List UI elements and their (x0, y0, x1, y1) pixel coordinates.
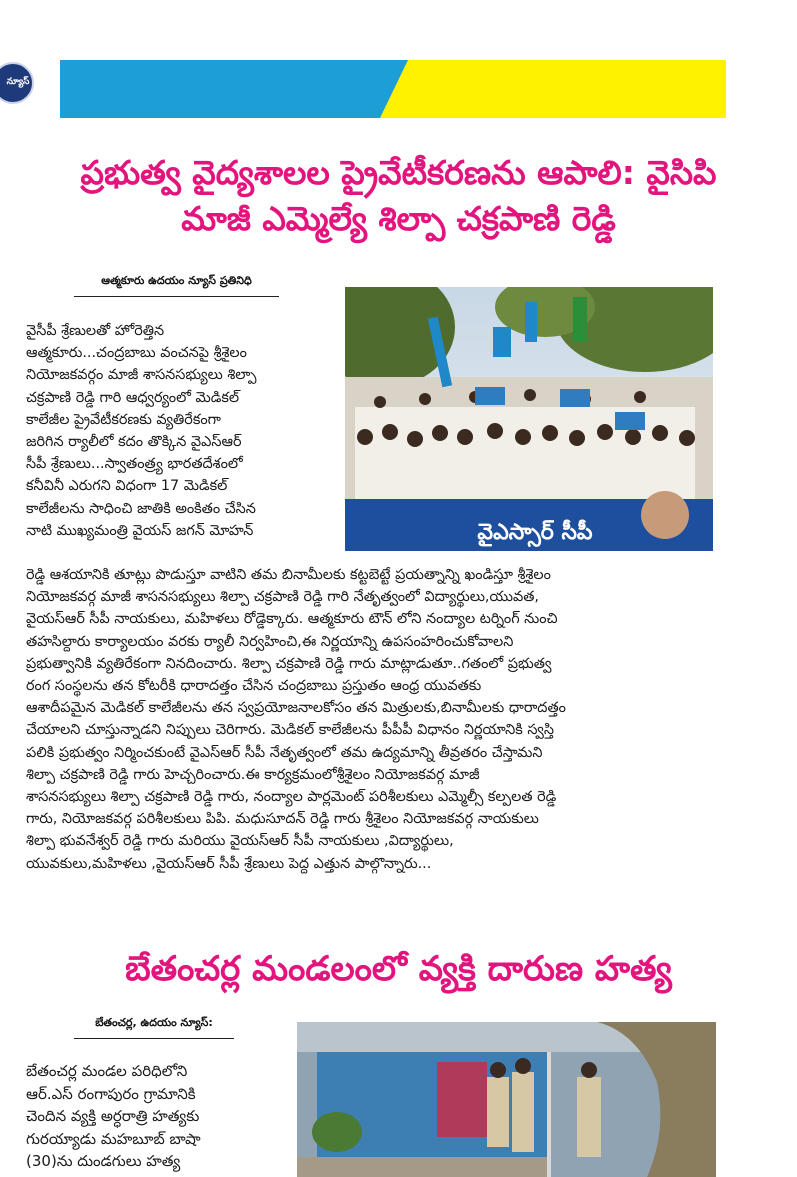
article1-body-line: తహసిల్దారు కార్యాలయం వరకు ర్యాలీ నిర్వహించి,ఈ నిర్ణయాన్ని ఉపసంహరించుకోవాలని (26, 633, 514, 650)
article1-body-line: యువకులు,మహిళలు ,వైయస్ఆర్ సీపీ శ్రేణులు పెద్ద ఎత్తున పాల్గొన్నారు... (26, 855, 432, 872)
article1-body-line: గారు, నియోజకవర్గ పరిశీలకులు పిపి. మధుసూదన్ రెడ్డి గారు శ్రీశైలం నియోజకవర్గ నాయకులు (26, 811, 539, 828)
article1-column (26, 320, 341, 542)
article1-body-line: ఆశాదీపమైన మెడికల్ కాలేజీలను తన స్వప్రయోజనాలకోసం తన మిత్రులకు,బినామీలకు ధారాదత్తం (26, 700, 566, 717)
article1-col-line: చక్రపాణి రెడ్డి గారి ఆధ్వర్యంలో మెడికల్ (26, 389, 240, 406)
article1-col-line: జరిగిన ర్యాలీలో కదం తొక్కిన వైఎస్ఆర్ (26, 434, 242, 451)
article2-col-line: చెందిన వ్యక్తి అర్ధరాత్రి హత్యకు (26, 1107, 200, 1125)
article1-body-line: నియోజకవర్గ మాజీ శాసనసభ్యులు శిల్పా చక్రపాణి రెడ్డి గారి నేతృత్వంలో విద్యార్థులు,యువత, (26, 589, 539, 606)
article1-col-line: కాలేజీల ప్రైవేటీకరణకు వ్యతిరేకంగా (26, 411, 221, 428)
article1-headline (0, 150, 797, 242)
article1-col-line: సీపీ శ్రేణులు...స్వాతంత్ర్య భారతదేశంలో (26, 456, 243, 473)
article1-col-line: నియోజకవర్గం మాజీ శాసనసభ్యులు శిల్పా (26, 367, 257, 384)
article1-col-line: కనీవినీ ఎరుగని విధంగా 17 మెడికల్ (26, 478, 228, 495)
crime-scene-photo (297, 1022, 716, 1177)
article1-body-line: రెడ్డి ఆశయానికి తూట్లు పొడుస్తూ వాటిని తమ బినామీలకు కట్టబెట్టే ప్రయత్నాన్ని ఖండిస్తూ శ్రీశైలం (26, 567, 551, 583)
article1-body-line: వైయస్ఆర్ సీపీ నాయకులు, మహిళలు రోడ్డెక్కారు. ఆత్మకూరు టౌన్ లోని నంద్యాల టర్నింగ్ నుంచి (26, 611, 558, 628)
article1-body-line: శాసనసభ్యులు శిల్పా చక్రపాణి రెడ్డి గారు, నంద్యాల పార్లమెంట్ పరిశీలకులు ఎమ్మెల్సీ కల్పలత రెడ్డి (26, 789, 557, 806)
article1-body-line: ప్రభుత్వానికి వ్యతిరేకంగా నినదించారు. శిల్పా చక్రపాణి రెడ్డి గారు మాట్లాడుతూ..గతంలో ప్రభుత్వ (26, 655, 552, 672)
article2-col-line: బేతంచర్ల మండల పరిధిలోని (26, 1062, 188, 1080)
article2-column (26, 1060, 294, 1173)
logo-text: న్యూస్ (6, 77, 30, 87)
article1-col-line: ఆత్మకూరు...చంద్రబాబు వంచనపై శ్రీశైలం (26, 345, 247, 362)
article1-body-line: పలికి ప్రభుత్వం నిర్మించకుంటే వైఎస్ఆర్ సీపీ నేతృత్వంలో తమ ఉద్యమాన్ని తీవ్రతరం చేస్తామని (26, 744, 543, 761)
article1-body (26, 564, 726, 875)
article1-col-line: నాటి ముఖ్యమంత్రి వైయస్ జగన్ మోహన్ (26, 522, 254, 539)
article1-body-line: రంగ సంస్థలను తన కోటరీకి ధారాదత్తం చేసిన చంద్రబాబు ప్రస్తుతం ఆంధ్ర యువతకు (26, 678, 482, 695)
photo-banner-text: వైఎస్సార్ సీపీ (477, 520, 593, 545)
article1-headline-line2: మాజీ ఎమ్మెల్యే శిల్పా చక్రపాణి రెడ్డి (181, 199, 616, 238)
rally-photo (345, 287, 713, 551)
article1-body-line: చేయాలని చూస్తున్నాడని నిప్పులు చెరిగారు. మెడికల్ కాలేజీలను పీపీపీ విధానం నిర్ణయానికి స్వస్తి (26, 722, 554, 739)
article1-col-line: కాలేజీలను సాధించి జాతికి అంకితం చేసిన (26, 500, 256, 517)
article1-col-line: వైసీపీ శ్రేణులతో హోరెత్తిన (26, 323, 165, 339)
article2-byline: బేతంచర్ల, ఉదయం న్యూస్: (74, 1016, 234, 1039)
publication-logo (0, 62, 34, 104)
article1-body-line: శిల్పా చక్రపాణి రెడ్డి గారు హెచ్చరించారు.ఈ కార్యక్రమంలోశ్రీశైలం నియోజకవర్గ మాజీ (26, 766, 480, 783)
article1-body-line: శిల్పా భువనేశ్వర్ రెడ్డి గారు మరియు వైయస్ఆర్ సీపీ నాయకులు ,విద్యార్థులు, (26, 833, 454, 850)
article2-col-line: గురయ్యాడు మహబూబ్ బాషా (26, 1129, 201, 1148)
article2-col-line: (30)ను దుండగులు హత్య (26, 1152, 181, 1170)
article2-headline: బేతంచర్ల మండలంలో వ్యక్తి దారుణ హత్య (125, 949, 672, 989)
article2-col-line: ఆర్.ఎస్ రంగాపురం గ్రామానికి (26, 1084, 196, 1103)
header-banner (60, 60, 726, 118)
article1-headline-line1: ప్రభుత్వ వైద్యశాలల ప్రైవేటీకరణను ఆపాలి: వైసిపి (80, 153, 717, 192)
article1-byline: ఆత్మకూరు ఉదయం న్యూస్ ప్రతినిధి (74, 274, 279, 297)
